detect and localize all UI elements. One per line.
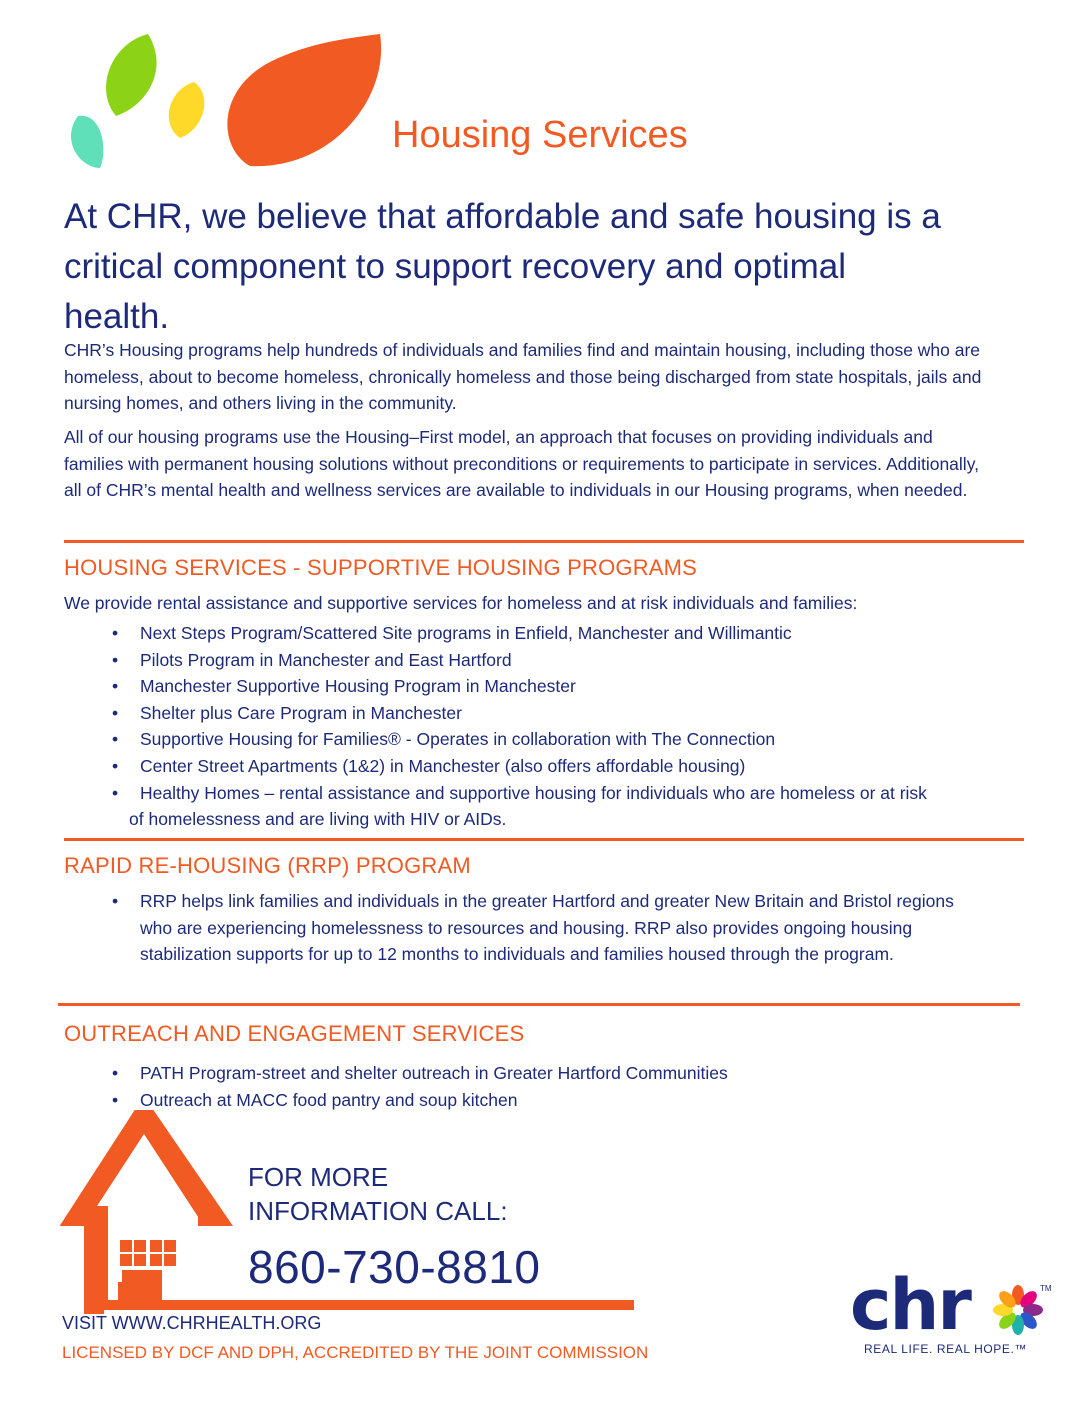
outreach-heading: OUTREACH AND ENGAGEMENT SERVICES [64, 1021, 525, 1046]
list-item: • Manchester Supportive Housing Program in Manchester [112, 676, 576, 697]
logo-tagline: REAL LIFE. REAL HOPE.™ [864, 1342, 1028, 1356]
section-divider [64, 838, 1024, 841]
flower-icon [992, 1284, 1044, 1336]
intro-paragraph-2: All of our housing programs use the Housing–First model, an approach that focuses on providing individuals and families with permanent housing solutions without preconditions or requirements to participate in services. Additionally, all of CHR’s mental health and wellness services are available to individuals in our Housing programs, when needed. [64, 427, 980, 501]
accreditation-text: LICENSED BY DCF AND DPH, ACCREDITED BY THE JOINT COMMISSION [62, 1343, 649, 1362]
list-item: • Supportive Housing for Families® - Operates in collaboration with The Connection [112, 729, 776, 750]
supportive-housing-list [112, 620, 992, 833]
teal-leaf [71, 116, 103, 168]
section-divider [64, 540, 1024, 543]
list-item: • Shelter plus Care Program in Manchester [112, 702, 462, 723]
yellow-leaf [169, 82, 205, 138]
contact-line-1: FOR MORE [248, 1162, 389, 1192]
phone-number[interactable]: 860-730-8810 [248, 1241, 541, 1293]
section-divider [58, 1003, 1020, 1006]
orange-leaf [227, 34, 381, 166]
supportive-housing-heading: HOUSING SERVICES - SUPPORTIVE HOUSING PROGRAMS [64, 555, 698, 580]
trademark-mark: TM [1040, 1284, 1052, 1293]
rrp-list [112, 888, 962, 968]
contact-line-2: INFORMATION CALL: [248, 1196, 508, 1226]
list-item: • Next Steps Program/Scattered Site programs in Enfield, Manchester and Willimantic [112, 623, 792, 643]
chr-logo [850, 1264, 1060, 1366]
supportive-housing-intro: We provide rental assistance and supportive services for homeless and at risk individuals and families: [64, 593, 858, 613]
website-link[interactable]: VISIT WWW.CHRHEALTH.ORG [62, 1313, 322, 1333]
list-item: • RRP helps link families and individuals in the greater Hartford and greater New Britain and Bristol regions who are experiencing homelessness to resources and housing. RRP also provides ongoing housing stabilization supports for up to 12 months to individuals and families housed through the program. [112, 891, 954, 965]
headline: At CHR, we believe that affordable and safe housing is a critical component to support recovery and optimal health. [64, 197, 941, 336]
decorative-leaves-graphic [50, 20, 390, 180]
list-item: • Healthy Homes – rental assistance and supportive housing for individuals who are homeless or at risk of homelessness and are living with HIV or AIDs. [112, 782, 927, 830]
contact-prompt [248, 1160, 508, 1228]
rrp-heading: RAPID RE-HOUSING (RRP) PROGRAM [64, 853, 471, 878]
outreach-list [112, 1060, 812, 1113]
green-leaf [106, 34, 157, 116]
intro-paragraph-1: CHR’s Housing programs help hundreds of individuals and families find and maintain housing, including those who are homeless, about to become homeless, chronically homeless and those being discharged from state hospitals, jails and nursing homes, and others living in the community. [64, 340, 982, 414]
logo-wordmark: chr [850, 1264, 970, 1346]
list-item: • PATH Program-street and shelter outreach in Greater Hartford Communities [112, 1063, 728, 1083]
list-item: • Pilots Program in Manchester and East Hartford [112, 649, 512, 670]
page-title: Housing Services [392, 114, 688, 156]
list-item: • Center Street Apartments (1&2) in Manchester (also offers affordable housing) [112, 755, 746, 776]
list-item: • Outreach at MACC food pantry and soup kitchen [112, 1089, 518, 1110]
